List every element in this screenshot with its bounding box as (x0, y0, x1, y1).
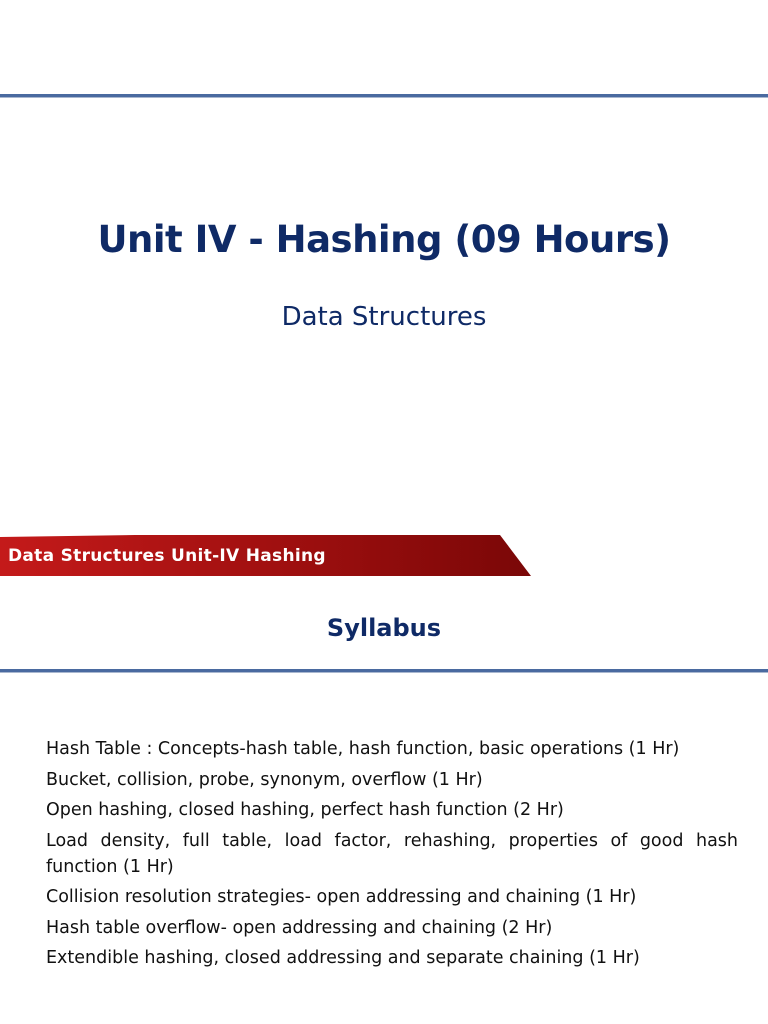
syllabus-list (46, 736, 738, 976)
syllabus-heading: Syllabus (326, 614, 442, 642)
syllabus-item: Open hashing, closed hashing, perfect hash function (2 Hr) (46, 800, 564, 820)
section-banner (0, 535, 531, 576)
top-divider (0, 94, 768, 98)
syllabus-item: Collision resolution strategies- open addressing and chaining (1 Hr) (46, 887, 637, 907)
syllabus-item: Bucket, collision, probe, synonym, overflow (1 Hr) (46, 769, 483, 790)
syllabus-item: Extendible hashing, closed addressing and separate chaining (1 Hr) (46, 948, 640, 968)
syllabus-item: Load density, full table, load factor, rehashing, properties of good hash function (1 Hr) (46, 830, 738, 877)
middle-divider (0, 669, 768, 673)
syllabus-item: Hash Table : Concepts-hash table, hash function, basic operations (1 Hr) (46, 739, 680, 759)
slide-title: Unit IV - Hashing (09 Hours) (97, 218, 671, 261)
syllabus-item: Hash table overflow- open addressing and chaining (2 Hr) (46, 917, 553, 938)
slide-subtitle: Data Structures (281, 302, 487, 332)
banner-text: Data Structures Unit-IV Hashing (8, 546, 326, 566)
